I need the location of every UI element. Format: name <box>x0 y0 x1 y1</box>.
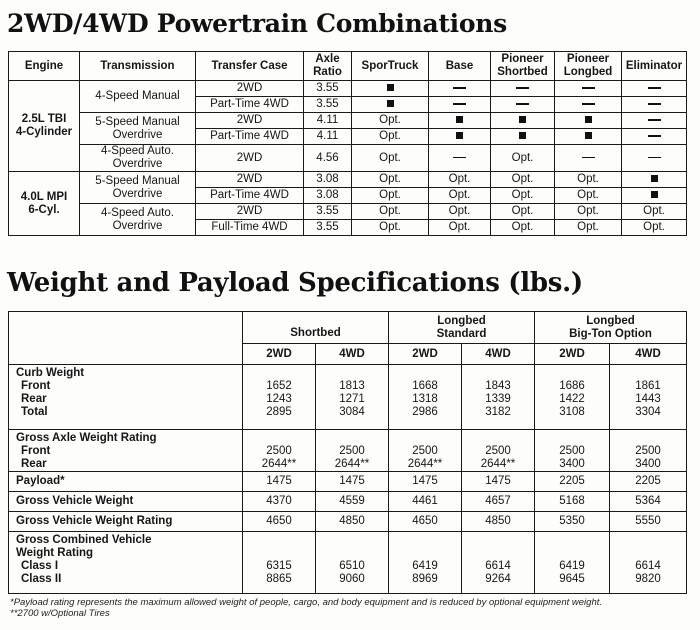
weight-value-cell: 1652 1243 2895 <box>243 365 316 430</box>
not-available-dash-icon <box>648 103 661 104</box>
not-available-dash-icon <box>648 87 661 88</box>
weight-value-cell: 2500 2644** <box>316 430 389 472</box>
not-available-dash-icon <box>582 87 595 88</box>
pioneer-longbed-unavailable-cell <box>555 97 622 113</box>
weight-value-cell: 4657 <box>462 492 535 512</box>
weight-row <box>9 365 687 430</box>
weight-value-cell: 2500 3400 <box>535 430 610 472</box>
subheader-drive: 2WD <box>243 344 316 365</box>
weight-value-cell: 1861 1443 3304 <box>610 365 687 430</box>
weight-row-label: Gross Combined Vehicle Weight Rating Class I Class II <box>9 532 243 594</box>
weight-value-cell: 1475 <box>462 472 535 492</box>
weight-corner-cell <box>9 312 243 365</box>
weight-value-cell: 2205 <box>535 472 610 492</box>
sportruck-standard-cell <box>352 97 429 113</box>
header-eliminator: Eliminator <box>622 52 687 81</box>
transfer-case-cell: 2WD <box>196 113 304 129</box>
weight-value-cell: 4850 <box>316 512 389 532</box>
weight-title: Weight and Payload Specifications (lbs.) <box>7 268 583 298</box>
weight-value-cell: 1475 <box>389 472 462 492</box>
pioneer-longbed-optional-cell: Opt. <box>555 172 622 188</box>
pioneer-longbed-optional-cell: Opt. <box>555 188 622 204</box>
sportruck-optional-cell: Opt. <box>352 129 429 145</box>
weight-row <box>9 532 687 594</box>
not-available-dash-icon <box>582 103 595 104</box>
weight-value-cell: 4370 <box>243 492 316 512</box>
pioneer-longbed-standard-cell <box>555 113 622 129</box>
not-available-dash-icon <box>648 135 661 136</box>
eliminator-standard-cell <box>622 172 687 188</box>
weight-row <box>9 430 687 472</box>
group-longbed-standard: Longbed Standard <box>389 312 535 344</box>
group-longbed-big-ton: Longbed Big-Ton Option <box>535 312 687 344</box>
not-available-dash-icon <box>648 157 661 158</box>
powertrain-row <box>9 172 687 188</box>
weight-value-cell: 6315 8865 <box>243 532 316 594</box>
base-optional-cell: Opt. <box>429 220 491 236</box>
weight-row-label: Gross Vehicle Weight <box>9 492 243 512</box>
weight-value-cell: 2500 2644** <box>243 430 316 472</box>
weight-row <box>9 472 687 492</box>
sportruck-standard-cell <box>352 81 429 97</box>
axle-ratio-cell: 3.55 <box>304 97 352 113</box>
standard-marker-icon <box>519 116 526 123</box>
weight-value-cell: 4461 <box>389 492 462 512</box>
axle-ratio-cell: 4.56 <box>304 145 352 172</box>
standard-marker-icon <box>585 132 592 139</box>
weight-value-cell: 6614 9820 <box>610 532 687 594</box>
axle-ratio-cell: 3.08 <box>304 188 352 204</box>
header-pioneer-longbed: Pioneer Longbed <box>555 52 622 81</box>
not-available-dash-icon <box>453 157 466 158</box>
not-available-dash-icon <box>648 119 661 120</box>
base-optional-cell: Opt. <box>429 172 491 188</box>
weight-value-cell: 6510 9060 <box>316 532 389 594</box>
header-transmission: Transmission <box>80 52 196 81</box>
weight-value-cell: 4650 <box>243 512 316 532</box>
weight-value-cell: 4850 <box>462 512 535 532</box>
axle-ratio-cell: 3.55 <box>304 220 352 236</box>
standard-marker-icon <box>387 84 394 91</box>
weight-value-cell: 5168 <box>535 492 610 512</box>
base-optional-cell: Opt. <box>429 188 491 204</box>
weight-value-cell: 1686 1422 3108 <box>535 365 610 430</box>
not-available-dash-icon <box>453 87 466 88</box>
sportruck-optional-cell: Opt. <box>352 204 429 220</box>
pioneer-longbed-standard-cell <box>555 129 622 145</box>
footnotes <box>10 597 602 619</box>
weight-row-label: Payload* <box>9 472 243 492</box>
eliminator-optional-cell: Opt. <box>622 204 687 220</box>
base-unavailable-cell <box>429 97 491 113</box>
pioneer-longbed-optional-cell: Opt. <box>555 204 622 220</box>
weight-value-cell: 6614 9264 <box>462 532 535 594</box>
weight-value-cell: 5550 <box>610 512 687 532</box>
pioneer-shortbed-optional-cell: Opt. <box>491 145 555 172</box>
weight-value-cell: 4650 <box>389 512 462 532</box>
axle-ratio-cell: 3.55 <box>304 204 352 220</box>
transmission-cell: 4-Speed Auto. Overdrive <box>80 204 196 236</box>
weight-row <box>9 492 687 512</box>
pioneer-shortbed-optional-cell: Opt. <box>491 220 555 236</box>
header-axle-ratio: Axle Ratio <box>304 52 352 81</box>
subheader-drive: 2WD <box>535 344 610 365</box>
weight-value-cell: 1475 <box>243 472 316 492</box>
axle-ratio-cell: 4.11 <box>304 113 352 129</box>
base-unavailable-cell <box>429 81 491 97</box>
pioneer-shortbed-unavailable-cell <box>491 81 555 97</box>
eliminator-optional-cell: Opt. <box>622 220 687 236</box>
powertrain-row <box>9 204 687 220</box>
eliminator-unavailable-cell <box>622 81 687 97</box>
weight-value-cell: 1475 <box>316 472 389 492</box>
sportruck-optional-cell: Opt. <box>352 145 429 172</box>
pioneer-shortbed-optional-cell: Opt. <box>491 172 555 188</box>
weight-value-cell: 6419 9645 <box>535 532 610 594</box>
weight-value-cell: 2500 2644** <box>462 430 535 472</box>
powertrain-row <box>9 145 687 172</box>
powertrain-table <box>8 51 687 236</box>
powertrain-title: 2WD/4WD Powertrain Combinations <box>7 9 507 38</box>
axle-ratio-cell: 4.11 <box>304 129 352 145</box>
eliminator-unavailable-cell <box>622 97 687 113</box>
subheader-drive: 4WD <box>610 344 687 365</box>
powertrain-row <box>9 81 687 97</box>
weight-value-cell: 1813 1271 3084 <box>316 365 389 430</box>
transmission-cell: 5-Speed Manual Overdrive <box>80 113 196 145</box>
not-available-dash-icon <box>516 103 529 104</box>
weight-value-cell: 1668 1318 2986 <box>389 365 462 430</box>
pioneer-shortbed-standard-cell <box>491 129 555 145</box>
transfer-case-cell: 2WD <box>196 81 304 97</box>
transfer-case-cell: Full-Time 4WD <box>196 220 304 236</box>
subheader-drive: 4WD <box>316 344 389 365</box>
weight-value-cell: 1843 1339 3182 <box>462 365 535 430</box>
header-transfer-case: Transfer Case <box>196 52 304 81</box>
engine-cell: 4.0L MPI 6-Cyl. <box>9 172 80 236</box>
base-optional-cell: Opt. <box>429 204 491 220</box>
transfer-case-cell: Part-Time 4WD <box>196 97 304 113</box>
base-standard-cell <box>429 129 491 145</box>
standard-marker-icon <box>456 132 463 139</box>
header-sportruck: SporTruck <box>352 52 429 81</box>
eliminator-standard-cell <box>622 188 687 204</box>
weight-value-cell: 2205 <box>610 472 687 492</box>
weight-row-label: Gross Vehicle Weight Rating <box>9 512 243 532</box>
weight-value-cell: 6419 8969 <box>389 532 462 594</box>
standard-marker-icon <box>519 132 526 139</box>
base-unavailable-cell <box>429 145 491 172</box>
weight-value-cell: 5350 <box>535 512 610 532</box>
eliminator-unavailable-cell <box>622 145 687 172</box>
footnote-payload: *Payload rating represents the maximum allowed weight of people, cargo, and body equipment and is reduced by optional equipment weight. <box>10 597 603 608</box>
transfer-case-cell: 2WD <box>196 145 304 172</box>
not-available-dash-icon <box>582 157 595 158</box>
pioneer-shortbed-optional-cell: Opt. <box>491 188 555 204</box>
transmission-cell: 4-Speed Manual <box>80 81 196 113</box>
powertrain-header-row <box>9 52 687 81</box>
pioneer-shortbed-standard-cell <box>491 113 555 129</box>
transfer-case-cell: 2WD <box>196 204 304 220</box>
pioneer-longbed-optional-cell: Opt. <box>555 220 622 236</box>
eliminator-unavailable-cell <box>622 113 687 129</box>
axle-ratio-cell: 3.08 <box>304 172 352 188</box>
not-available-dash-icon <box>453 103 466 104</box>
sportruck-optional-cell: Opt. <box>352 113 429 129</box>
pioneer-longbed-unavailable-cell <box>555 81 622 97</box>
standard-marker-icon <box>387 100 394 107</box>
eliminator-unavailable-cell <box>622 129 687 145</box>
weight-value-cell: 2500 2644** <box>389 430 462 472</box>
group-shortbed: Shortbed <box>243 312 389 344</box>
standard-marker-icon <box>651 175 658 182</box>
axle-ratio-cell: 3.55 <box>304 81 352 97</box>
subheader-drive: 4WD <box>462 344 535 365</box>
transmission-cell: 5-Speed Manual Overdrive <box>80 172 196 204</box>
standard-marker-icon <box>651 191 658 198</box>
weight-row-label: Curb Weight Front Rear Total <box>9 365 243 430</box>
weight-value-cell: 2500 3400 <box>610 430 687 472</box>
not-available-dash-icon <box>516 87 529 88</box>
weight-row-label: Gross Axle Weight Rating Front Rear <box>9 430 243 472</box>
transfer-case-cell: Part-Time 4WD <box>196 188 304 204</box>
transmission-cell: 4-Speed Auto. Overdrive <box>80 145 196 172</box>
sportruck-optional-cell: Opt. <box>352 188 429 204</box>
sportruck-optional-cell: Opt. <box>352 220 429 236</box>
standard-marker-icon <box>585 116 592 123</box>
header-engine: Engine <box>9 52 80 81</box>
subheader-drive: 2WD <box>389 344 462 365</box>
base-standard-cell <box>429 113 491 129</box>
pioneer-longbed-unavailable-cell <box>555 145 622 172</box>
pioneer-shortbed-optional-cell: Opt. <box>491 204 555 220</box>
pioneer-shortbed-unavailable-cell <box>491 97 555 113</box>
transfer-case-cell: 2WD <box>196 172 304 188</box>
header-pioneer-shortbed: Pioneer Shortbed <box>491 52 555 81</box>
weight-group-header-row <box>9 312 687 344</box>
footnote-tires: **2700 w/Optional Tires <box>10 608 110 619</box>
weight-table <box>8 311 687 594</box>
weight-row <box>9 512 687 532</box>
header-base: Base <box>429 52 491 81</box>
weight-value-cell: 5364 <box>610 492 687 512</box>
transfer-case-cell: Part-Time 4WD <box>196 129 304 145</box>
sportruck-optional-cell: Opt. <box>352 172 429 188</box>
standard-marker-icon <box>456 116 463 123</box>
engine-cell: 2.5L TBI 4-Cylinder <box>9 81 80 172</box>
powertrain-row <box>9 113 687 129</box>
weight-value-cell: 4559 <box>316 492 389 512</box>
